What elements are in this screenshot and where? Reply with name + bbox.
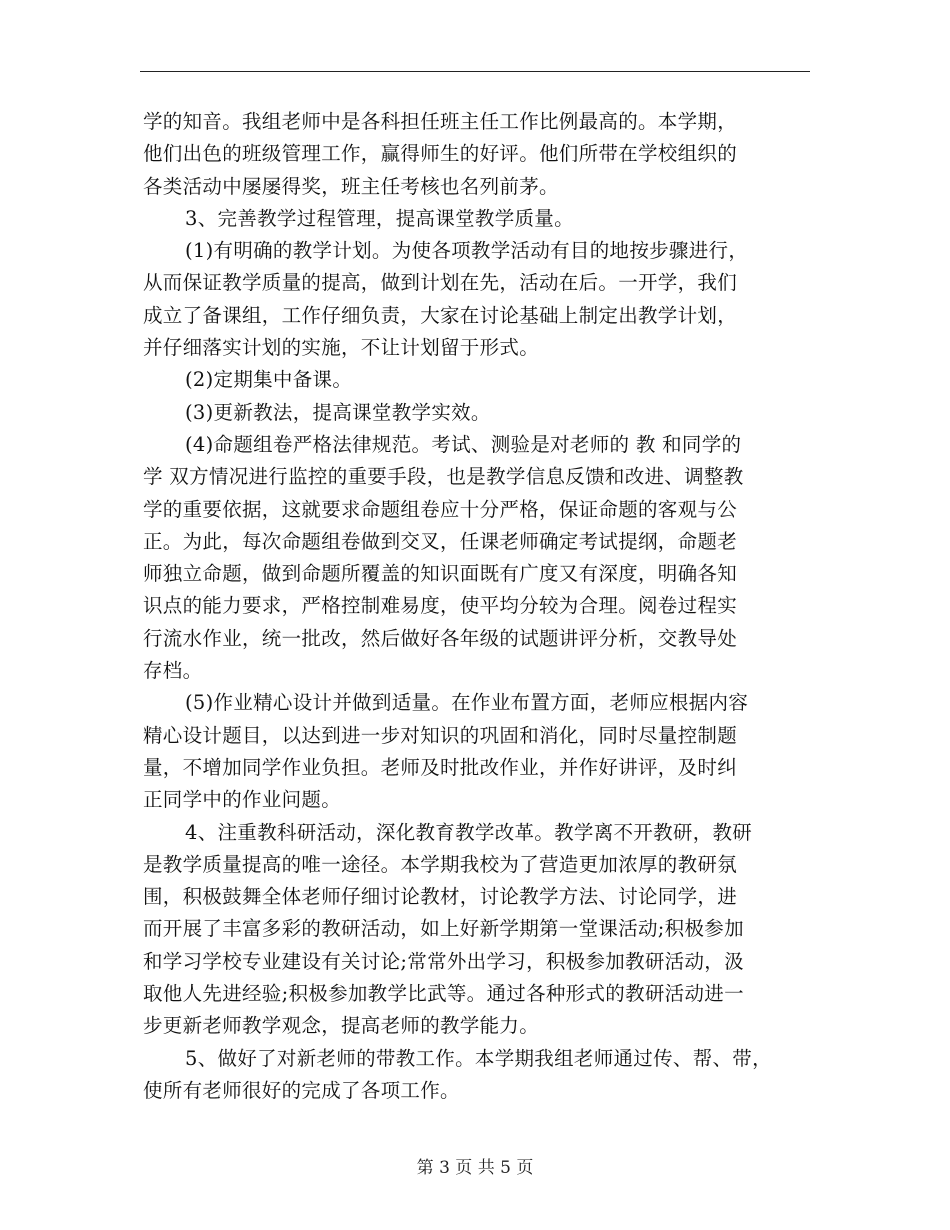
text-line: 使所有老师很好的完成了各项工作。 [143,1078,460,1102]
text-line: 而开展了丰富多彩的教研活动，如上好新学期第一堂课活动;积极参加 [143,917,744,941]
text-line: (3)更新教法，提高课堂教学实效。 [185,400,491,424]
text-line: 取他人先进经验;积极参加教学比武等。通过各种形式的教研活动进一 [143,982,744,1006]
text-line: 从而保证教学质量的提高，做到计划在先，活动在后。一开学，我们 [143,271,738,295]
text-line: (2)定期集中备课。 [185,368,353,392]
text-line: (5)作业精心设计并做到适量。在作业布置方面，老师应根据内容 [185,691,749,715]
text-line: 精心设计题目，以达到进一步对知识的巩固和消化，同时尽量控制题 [143,723,738,747]
text-line: 并仔细落实计划的实施，不让计划留于形式。 [143,336,540,360]
text-line: 各类活动中屡屡得奖，班主任考核也名列前茅。 [143,174,559,198]
text-line: 他们出色的班级管理工作，赢得师生的好评。他们所带在学校组织的 [143,142,738,166]
text-line: 学 双方情况进行监控的重要手段，也是教学信息反馈和改进、调整教 [143,465,744,489]
text-line: 3、完善教学过程管理，提高课堂教学质量。 [185,206,574,230]
document-body [143,106,815,1107]
text-line: 识点的能力要求，严格控制难易度，使平均分较为合理。阅卷过程实 [143,594,738,618]
text-line: 学的重要依据，这就要求命题组卷应十分严格，保证命题的客观与公 [143,497,738,521]
text-line: 行流水作业，统一批改，然后做好各年级的试题讲评分析，交教导处 [143,626,738,650]
text-line: 正。为此，每次命题组卷做到交叉，任课老师确定考试提纲，命题老 [143,529,738,553]
text-line: 师独立命题，做到命题所覆盖的知识面既有广度又有深度，明确各知 [143,562,738,586]
text-line: (1)有明确的教学计划。为使各项教学活动有目的地按步骤进行， [185,239,749,263]
header-rule [140,71,810,72]
text-line: 和学习学校专业建设有关讨论;常常外出学习，积极参加教研活动，汲 [143,949,744,973]
text-line: 5、做好了对新老师的带教工作。本学期我组老师通过传、帮、带， [185,1046,772,1070]
text-line: 成立了备课组，工作仔细负责，大家在讨论基础上制定出教学计划， [143,303,738,327]
text-line: 是教学质量提高的唯一途径。本学期我校为了营造更加浓厚的教研氛 [143,852,738,876]
text-line: 围，积极鼓舞全体老师仔细讨论教材，讨论教学方法、讨论同学，进 [143,885,738,909]
text-line: 量，不增加同学作业负担。老师及时批改作业，并作好讲评，及时纠 [143,755,738,779]
text-line: 学的知音。我组老师中是各科担任班主任工作比例最高的。本学期， [143,110,738,133]
text-line: 步更新老师教学观念，提高老师的教学能力。 [143,1014,540,1038]
text-line: 正同学中的作业问题。 [143,788,342,812]
page-number: 第 3 页 共 5 页 [416,1158,534,1178]
text-line: 存档。 [143,659,203,683]
text-line: 4、注重教科研活动，深化教育教学改革。教学离不开教研，教研 [185,820,753,844]
text-line: (4)命题组卷严格法律规范。考试、测验是对老师的 教 和同学的 [185,432,742,456]
